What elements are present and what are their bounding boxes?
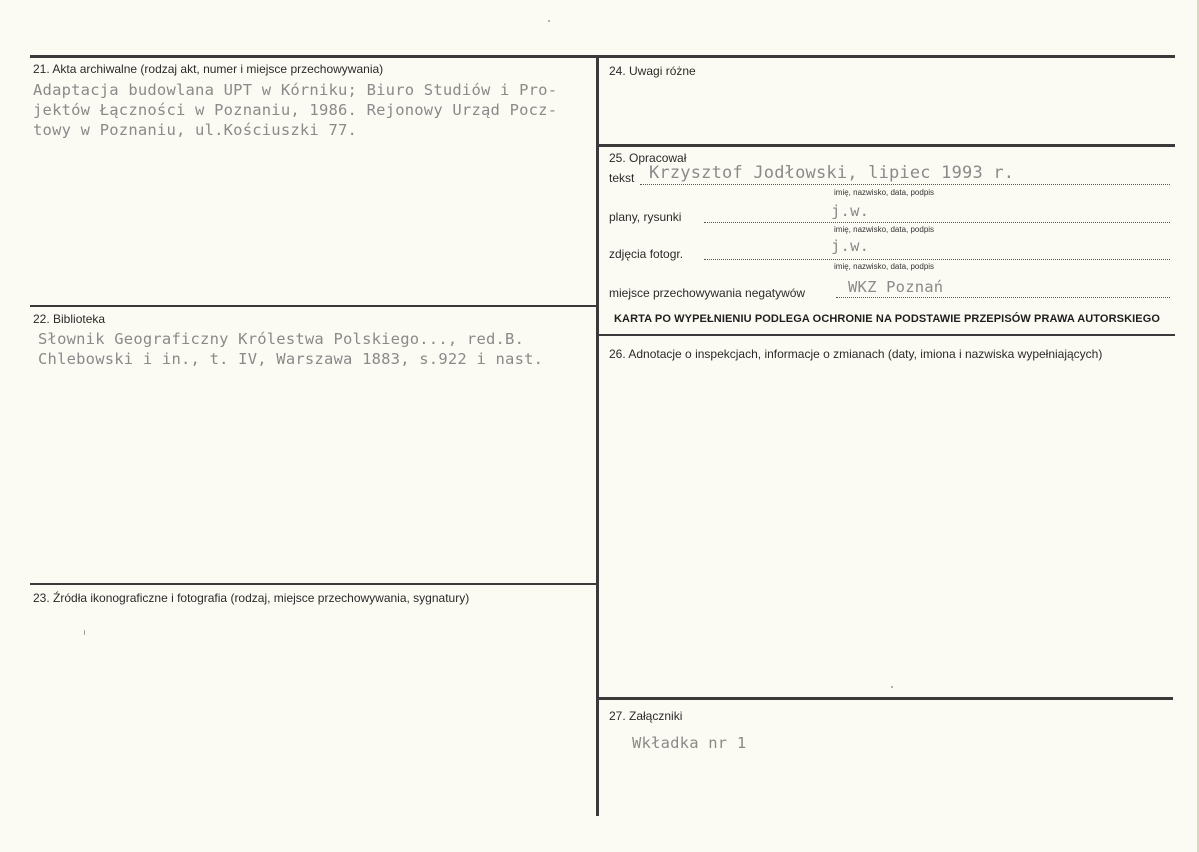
rule-left-s23 bbox=[30, 583, 597, 585]
section-21-line-3: towy w Poznaniu, ul.Kościuszki 77. bbox=[33, 121, 358, 139]
top-rule bbox=[30, 55, 1175, 58]
tekst-label: tekst bbox=[609, 171, 635, 185]
negatywy-value: WKZ Poznań bbox=[848, 278, 944, 296]
tekst-dotted-line bbox=[640, 184, 1170, 185]
section-21-line-1: Adaptacja budowlana UPT w Kórniku; Biuro Studiów i Pro- bbox=[33, 81, 558, 99]
column-divider bbox=[596, 56, 599, 816]
plany-dotted-line bbox=[704, 222, 1170, 223]
plany-value: j.w. bbox=[831, 202, 870, 220]
section-22-line-1: Słownik Geograficzny Królestwa Polskiego..., red.B. bbox=[38, 330, 525, 348]
section-26-label: 26. Adnotacje o inspekcjach, informacje o zmianach (daty, imiona i nazwiska wypełniających) bbox=[609, 347, 1103, 361]
negatywy-dotted-line bbox=[836, 297, 1170, 298]
zdjecia-caption: imię, nazwisko, data, podpis bbox=[834, 262, 935, 271]
section-22-label: 22. Biblioteka bbox=[33, 312, 106, 326]
zdjecia-dotted-line bbox=[704, 259, 1170, 260]
section-24-label: 24. Uwagi różne bbox=[609, 64, 696, 78]
scan-speck bbox=[548, 20, 550, 22]
section-27-value: Wkładka nr 1 bbox=[632, 734, 747, 752]
rule-left-s22 bbox=[30, 305, 597, 307]
scan-speck bbox=[84, 630, 85, 635]
section-25-label: 25. Opracował bbox=[609, 151, 687, 165]
plany-caption: imię, nazwisko, data, podpis bbox=[834, 225, 935, 234]
zdjecia-label: zdjęcia fotogr. bbox=[609, 247, 684, 261]
rule-right-s27 bbox=[598, 697, 1173, 700]
negatywy-label: miejsce przechowywania negatywów bbox=[609, 286, 806, 300]
plany-label: plany, rysunki bbox=[609, 210, 682, 224]
section-22-line-2: Chlebowski i in., t. IV, Warszawa 1883, s.922 i nast. bbox=[38, 350, 544, 368]
scan-speck bbox=[891, 686, 893, 688]
section-21-line-2: jektów Łączności w Poznaniu, 1986. Rejonowy Urząd Pocz- bbox=[33, 101, 558, 119]
copyright-note: KARTA PO WYPEŁNIENIU PODLEGA OCHRONIE NA PODSTAWIE PRZEPISÓW PRAWA AUTORSKIEGO bbox=[614, 313, 1161, 325]
tekst-value: Krzysztof Jodłowski, lipiec 1993 r. bbox=[649, 163, 1015, 183]
section-23-label: 23. Źródła ikonograficzne i fotografia (rodzaj, miejsce przechowywania, sygnatury) bbox=[33, 591, 470, 605]
tekst-caption: imię, nazwisko, data, podpis bbox=[834, 188, 935, 197]
rule-right-s25 bbox=[598, 144, 1175, 147]
section-21-label: 21. Akta archiwalne (rodzaj akt, numer i miejsce przechowywania) bbox=[33, 62, 384, 76]
rule-right-s26 bbox=[598, 334, 1175, 336]
zdjecia-value: j.w. bbox=[831, 237, 870, 255]
section-27-label: 27. Załączniki bbox=[609, 709, 683, 723]
